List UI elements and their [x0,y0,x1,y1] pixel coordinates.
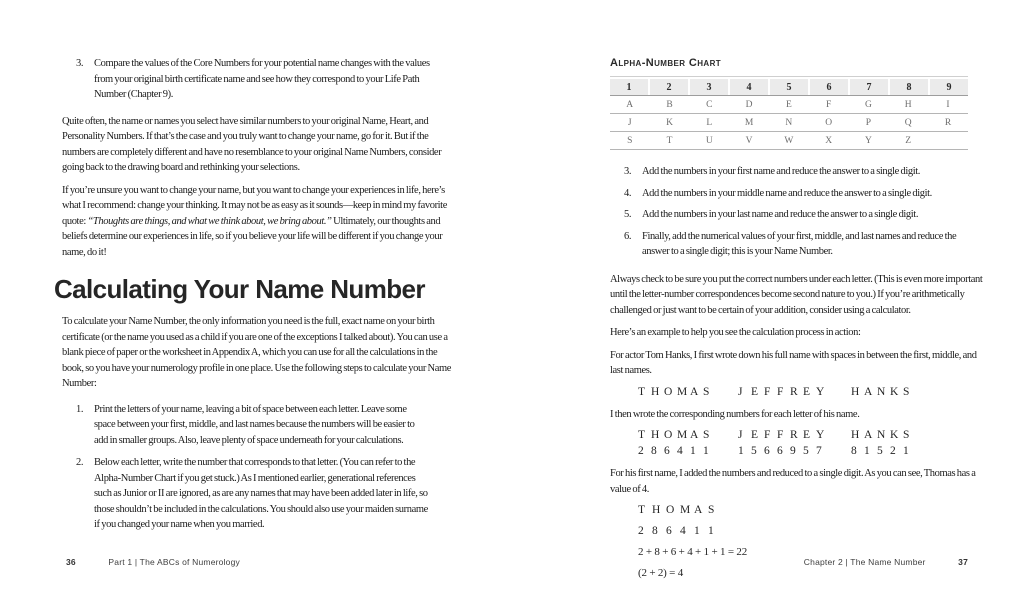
table-cell: I [946,100,950,110]
body-paragraph: To calculate your Name Number, the only information you need is the full, exact name on your birth certificate (or the name you used as a child if you are one of the exceptions I talked about). You can use a blank piece of paper or the worksheet in Appendix A, which you can use for all the calculations in the book, so you have your numerology profile in one place. Use the following steps to calculate your Name Number: [62,316,452,389]
table-cell: Y [864,136,873,146]
middle-name-numbers: 1 5 6 6 9 5 7 [738,445,822,457]
table-header-cell: 4 [730,79,768,95]
table-cell: K [666,118,674,128]
table-cell: W [784,136,794,146]
paragraph-text: If you’re unsure you want to change your name, but you want to change your experiences in life, here’s what I recommend: change your thinking. It may not be as easy as it sounds—keep in mind my favorite quote: [62,184,447,227]
table-cell: R [944,118,952,128]
body-paragraph: For his first name, I added the numbers and reduced to a single digit. As you can see, Thomas has a value of 4. [610,468,976,495]
left-page [54,0,456,612]
body-paragraph: Quite often, the name or names you select have similar numbers to your original Name, Heart, and Personality Numbers. If that’s the case and you truly want to change your name, go for it. But if the numbers are completely different and have no resemblance to your original Name Numbers, consider going back to the drawing board and rethinking your selections. [62,115,442,173]
list-item-text: Add the numbers in your last name and reduce the answer to a single digit. [642,209,919,220]
ordered-list-item [76,56,456,103]
name-numbers-row [638,445,990,457]
page-footer [610,557,968,567]
list-item-number: 6. [624,230,632,242]
ordered-list-item [76,402,456,449]
table-header-cell: 5 [770,79,808,95]
first-name-letters: T H O M A S [638,429,710,441]
table-cell: H [904,100,912,110]
body-paragraph: For actor Tom Hanks, I first wrote down his full name with spaces in between the first, middle, and last names. [610,349,977,376]
list-item-text: Add the numbers in your first name and reduce the answer to a single digit. [642,166,920,177]
list-item-number: 2. [76,457,84,468]
list-item-number: 3. [76,58,84,69]
inline-quote: “Thoughts are things, and what we think about, we bring about.” [87,215,332,227]
name-letters-row [638,429,990,441]
table-cell: B [666,100,673,110]
footer-section-label: Chapter 2 | The Name Number [803,557,926,567]
table-cell: N [785,118,793,128]
table-header-cell: 6 [810,79,848,95]
first-name-numbers: 2 8 6 4 1 1 [638,445,709,457]
ordered-list-item [624,164,990,180]
page-number: 36 [66,557,76,567]
table-cell: U [705,136,714,146]
table-header-cell: 2 [650,79,688,95]
table-cell [928,132,968,149]
calc-numbers: 2 8 6 4 1 1 [638,525,714,537]
table-cell: Z [905,136,912,146]
body-paragraph [62,183,456,261]
list-item-number: 5. [624,209,632,220]
right-page [610,0,990,612]
table-cell: M [744,118,754,128]
last-name-numbers: 8 1 5 2 1 [851,445,909,457]
calc-reduce-line: (2 + 2) = 4 [638,567,684,579]
table-cell: D [745,100,753,110]
body-paragraph: Always check to be sure you put the correct numbers under each letter. (This is even more important until the letter-number correspondences become second nature to you.) If you’re arithmetically challenged or just want to be certain of your addition, consider using a calculator. [610,273,983,316]
page-footer [66,557,240,567]
ordered-list-item [624,207,990,223]
ordered-list-item [76,455,456,533]
table-cell: P [865,118,872,128]
list-item-text: Add the numbers in your middle name and reduce the answer to a single digit. [642,187,932,199]
table-cell: O [825,118,833,128]
table-row [610,114,968,132]
list-item-number: 3. [624,166,632,177]
list-item-text: Compare the values of the Core Numbers for your potential name changes with the values from your original birth certificate name and see how they correspond to your Life Path Number (Chapter 9). [94,58,430,100]
last-name-letters: H A N K S [851,429,910,441]
middle-name-letters: J E F F R E Y [738,385,825,398]
page-number: 37 [958,557,968,567]
table-header-cell: 9 [930,79,968,95]
calculation-block [638,504,990,588]
table-row [610,96,968,114]
alpha-number-chart-table [610,76,968,150]
list-item-text: Finally, add the numerical values of your first, middle, and last names and reduce the answer to a single digit; this is your Name Number. [642,230,957,257]
ordered-list-item [624,186,990,202]
table-row [610,132,968,150]
middle-name-letters: J E F F R E Y [738,429,825,441]
table-cell: L [706,118,713,128]
footer-section-label: Part 1 | The ABCs of Numerology [108,557,240,567]
table-cell: T [666,136,673,146]
table-cell: X [825,136,833,146]
table-cell: A [626,100,634,110]
steps-list [610,164,990,260]
table-cell: V [745,136,753,146]
table-cell: C [706,100,713,110]
paragraph-text: Ultimately, our thoughts and beliefs determine our experiences in life, so if you believe your life will be different if you change your name, do it! [62,215,443,258]
body-paragraph: Here’s an example to help you see the calculation process in action: [610,327,861,338]
table-cell: Q [904,118,912,128]
table-cell: J [627,118,632,128]
table-cell: G [864,100,873,110]
table-header-cell: 3 [690,79,728,95]
table-header-cell: 8 [890,79,928,95]
calc-letters: T H O M A S [638,504,715,516]
list-item-number: 1. [76,403,84,415]
calc-numbers-row [638,525,990,546]
table-cell: F [826,100,832,110]
page-title: Calculating Your Name Number [54,274,425,304]
list-item-text: Below each letter, write the number that corresponds to that letter. (You can refer to the Alpha-Number Chart if you get stuck.) As I mentioned earlier, generational references such as Junior or II are ignored, as are any names that may have been added later in life, so those shouldn’t be included in the calculations. You should also use your maiden surname if you changed your name when you married. [94,457,428,530]
ordered-list-item [624,229,990,260]
table-header-cell: 1 [610,79,648,95]
calc-letters-row [638,504,990,525]
table-header-row [610,79,968,96]
table-header-cell: 7 [850,79,888,95]
table-cell: S [627,136,633,146]
name-letters-row [638,386,990,398]
list-item-number: 4. [624,187,632,199]
body-paragraph: I then wrote the corresponding numbers for each letter of his name. [610,408,860,420]
alpha-number-chart-title: Alpha-Number Chart [610,57,722,69]
calc-sum-line: 2 + 8 + 6 + 4 + 1 + 1 = 22 [638,546,748,558]
table-cell: E [785,100,793,110]
list-item-text: Print the letters of your name, leaving a bit of space between each letter. Leave some space between your first, middle, and last names because the numbers will be easier to add in smaller groups. Also, leave plenty of space underneath for your calculations. [94,403,415,446]
last-name-letters: H A N K S [851,385,910,398]
first-name-letters: T H O M A S [638,385,710,398]
